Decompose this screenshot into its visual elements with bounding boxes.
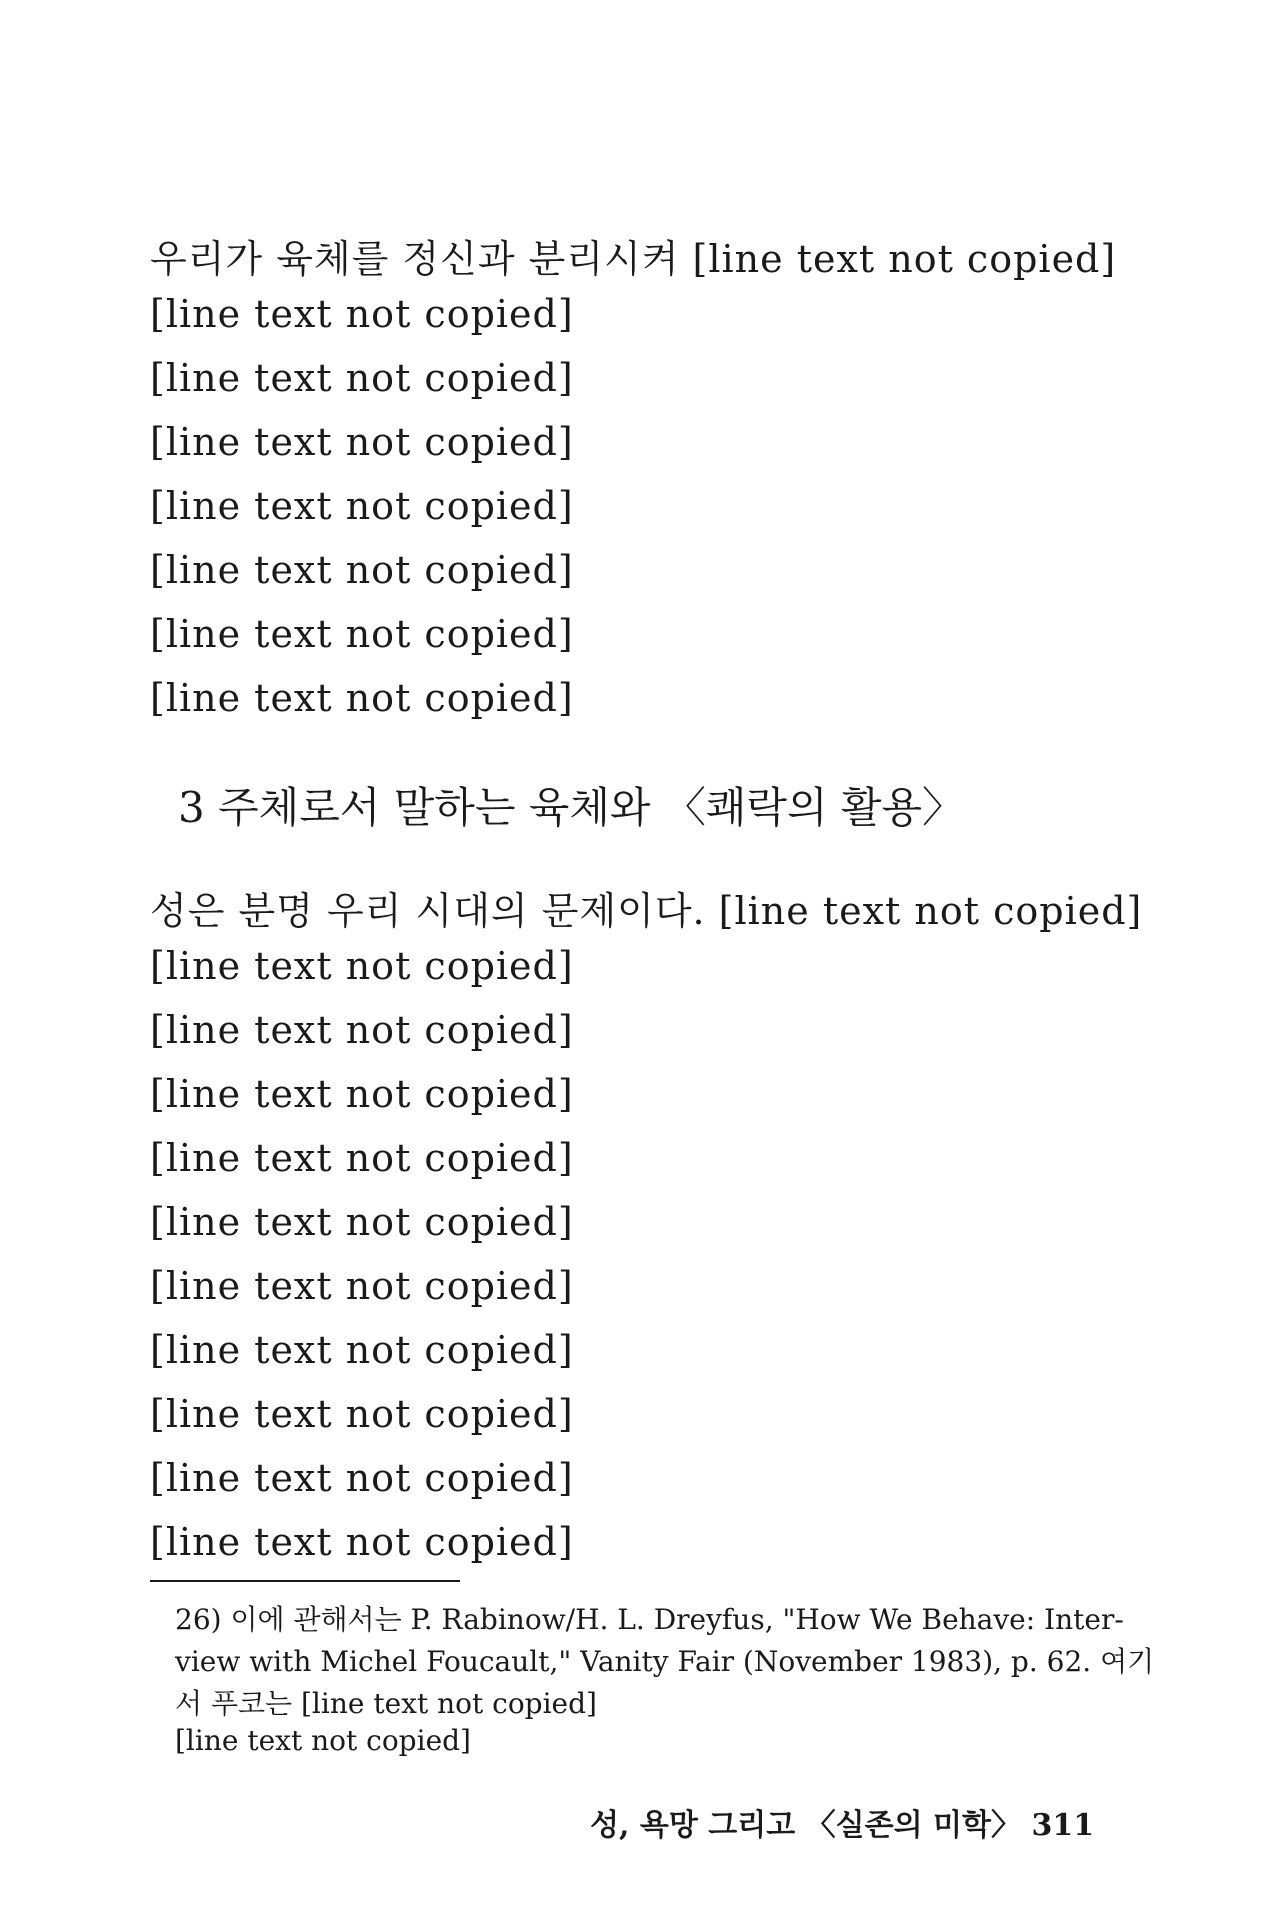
body-line: [line text not copied] xyxy=(150,676,574,720)
body-line: 성은 분명 우리 시대의 문제이다. [line text not copied] xyxy=(150,889,1143,933)
body-line: [line text not copied] xyxy=(150,1136,574,1180)
footnote-line: 26) 이에 관해서는 P. Rabinow/H. L. Dreyfus, "How We Behave: Inter- xyxy=(175,1603,1124,1636)
body-line: [line text not copied] xyxy=(150,1264,574,1308)
body-line: [line text not copied] xyxy=(150,420,574,464)
body-line: [line text not copied] xyxy=(150,484,574,528)
body-line: [line text not copied] xyxy=(150,1392,574,1436)
body-line: [line text not copied] xyxy=(150,944,574,988)
footnote-line: view with Michel Foucault," Vanity Fair (November 1983), p. 62. 여기 xyxy=(175,1645,1155,1678)
body-line: [line text not copied] xyxy=(150,1328,574,1372)
body-line: [line text not copied] xyxy=(150,1520,574,1564)
running-footer: 성, 욕망 그리고 〈실존의 미학〉 311 xyxy=(590,1808,1095,1843)
body-line: [line text not copied] xyxy=(150,548,574,592)
footnote-line: [line text not copied] xyxy=(175,1724,471,1757)
body-line: [line text not copied] xyxy=(150,612,574,656)
body-line: [line text not copied] xyxy=(150,1008,574,1052)
body-line: [line text not copied] xyxy=(150,1200,574,1244)
section-heading: 3 주체로서 말하는 육체와 〈쾌락의 활용〉 xyxy=(178,783,965,832)
body-line: [line text not copied] xyxy=(150,1456,574,1500)
footnote-rule xyxy=(150,1580,460,1582)
body-line: [line text not copied] xyxy=(150,356,574,400)
footnote-line: 서 푸코는 [line text not copied] xyxy=(175,1687,597,1720)
body-line: [line text not copied] xyxy=(150,1072,574,1116)
body-line: 우리가 육체를 정신과 분리시켜 [line text not copied] xyxy=(150,237,1117,281)
body-line: [line text not copied] xyxy=(150,292,574,336)
